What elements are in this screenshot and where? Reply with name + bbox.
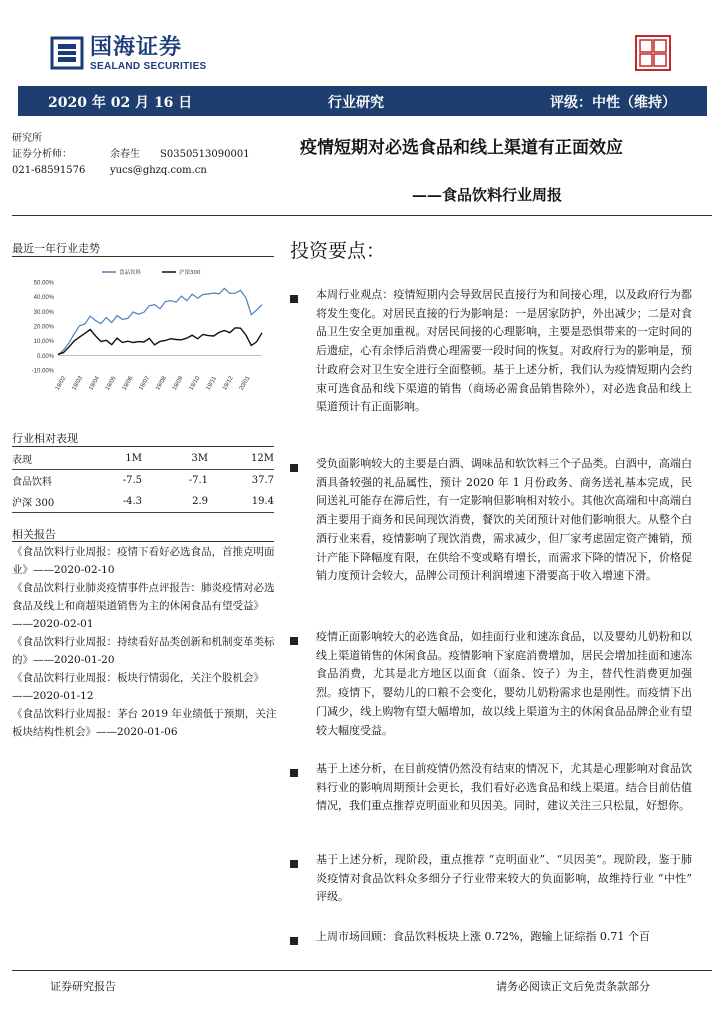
report-date: 2020 年 02 月 16 日 <box>48 95 193 111</box>
related-report-item[interactable]: 《食品饮料行业周报：板块行情弱化，关注个股机会》——2020-01-12 <box>12 672 264 702</box>
trend-heading: 最近一年行业走势 <box>12 242 100 255</box>
header-divider <box>12 215 712 216</box>
dept-label: 研究所 <box>12 133 42 144</box>
related-heading: 相关报告 <box>12 528 56 541</box>
x-tick-label: 19/12 <box>222 375 235 392</box>
x-tick-label: 19/10 <box>188 375 202 392</box>
perf-row-name: 沪深 300 <box>12 498 55 509</box>
analyst-email: yucs@ghzq.com.cn <box>110 165 207 176</box>
series-line-food <box>58 288 262 355</box>
x-tick-label: 19/06 <box>121 375 135 392</box>
perf-col-name: 表现 <box>12 455 32 466</box>
perf-row-name: 食品饮料 <box>12 477 52 488</box>
report-header-band <box>18 86 707 116</box>
perf-cell-1m: -7.5 <box>122 475 142 486</box>
bullet-icon <box>290 860 298 868</box>
related-report-item[interactable]: 《食品饮料行业周报：疫情下看好必选食品，首推克明面业》——2020-02-10 <box>12 546 275 576</box>
y-tick-label: 10.00% <box>33 339 54 346</box>
trend-divider <box>12 256 274 257</box>
perf-cell-3m: 2.9 <box>192 496 208 507</box>
series-line-hs300 <box>58 328 262 355</box>
company-name-en: SEALAND SECURITIES <box>90 61 207 72</box>
footer-left: 证券研究报告 <box>50 980 116 993</box>
y-tick-label: -10.00% <box>31 368 54 375</box>
role-label: 证券分析师： <box>12 149 72 160</box>
x-tick-label: 20/01 <box>238 375 252 392</box>
point-paragraph: 基于上述分析，现阶段，重点推荐 “克明面业”、“贝因美”。现阶段，鉴于肺炎疫情对食品饮料众多细分子行业带来较大的负面影响，故维持行业 “中性” 评级。 <box>316 853 692 904</box>
x-tick-label: 19/03 <box>71 375 85 392</box>
perf-divider-top <box>12 446 274 447</box>
x-tick-label: 19/08 <box>155 375 168 392</box>
x-tick-label: 19/04 <box>88 375 101 392</box>
perf-cell-3m: -7.1 <box>188 475 208 486</box>
perf-cell-12m: 19.4 <box>251 496 274 507</box>
perf-row-food <box>12 470 274 492</box>
point-paragraph: 基于上述分析，在目前疫情仍然没有结束的情况下，尤其是心理影响对食品饮料行业的影响周期预计会更长，我们看好必选食品和线上渠道。结合目前估值情况，我们重点推荐克明面业和贝因美。同时，建议关注三只松鼠，好想你。 <box>316 762 692 813</box>
footer-divider <box>12 970 712 971</box>
perf-col-12m: 12M <box>251 453 274 464</box>
report-type: 行业研究 <box>328 95 384 111</box>
perf-col-1m: 1M <box>125 453 142 464</box>
bullet-icon <box>290 295 298 303</box>
point-paragraph: 疫情正面影响较大的必选食品，如挂面行业和速冻食品，以及婴幼儿奶粉和以线上渠道销售的休闲食品。疫情影响下家庭消费增加，居民会增加挂面和速冻食品消费，尤其是北方地区以面食（面条、饺子）为主，替代性消费更加强烈。疫情下，婴幼儿的口粮不会变化，婴幼儿奶粉需求也是刚性。而疫情下出门减少，线上购物有望大幅增加，故以线上渠道为主的休闲食品品牌企业有望较大幅度受益。 <box>316 630 692 737</box>
perf-header-row <box>12 448 274 470</box>
point-paragraph: 本周行业观点：疫情短期内会导致居民直接行为和间接心理，以及政府行为都将发生变化。对居民直接的行为影响是：一是居家防护，外出减少；二是对食品卫生安全更加重视。对居民间接的心理影响，主要是恐惧带来的一定时间的后遗症，心有余悸后消费心理需要一段时间的恢复。对政府行为的影响是，预计政府会对卫生安全进行全面整顿。基于上述分析，我们认为疫情短期内会约束可选食品和线下渠道的销售（商场必需食品销售除外），对必选食品和线上渠道预计有正面影响。 <box>316 288 692 414</box>
perf-table <box>12 448 274 513</box>
related-report-item[interactable]: 《食品饮料行业周报：茅台 2019 年业绩低于预期，关注板块结构性机会》——2020-01-06 <box>12 708 277 738</box>
bullet-icon <box>290 937 298 945</box>
legend-label: 沪深300 <box>179 270 201 276</box>
perf-heading: 行业相对表现 <box>12 432 78 445</box>
related-divider <box>12 541 274 542</box>
report-rating: 评级：中性（维持） <box>550 95 676 111</box>
related-report-item[interactable]: 《食品饮料行业肺炎疫情事件点评报告：肺炎疫情对必选食品及线上和商超渠道销售为主的休闲食品有望受益》——2020-02-01 <box>12 582 275 630</box>
y-tick-label: 20.00% <box>33 324 54 331</box>
report-subtitle: ——食品饮料行业周报 <box>412 186 563 204</box>
legend-label: 食品饮料 <box>119 270 142 276</box>
y-tick-label: 30.00% <box>33 309 54 316</box>
perf-row-hs300 <box>12 491 274 513</box>
company-name-cn: 国海证券 <box>90 35 183 60</box>
bullet-icon <box>290 769 298 777</box>
y-tick-label: 40.00% <box>33 295 54 302</box>
analyst-name: 余春生 <box>110 149 140 160</box>
x-tick-label: 19/05 <box>104 375 118 392</box>
point-paragraph: 受负面影响较大的主要是白酒、调味品和软饮料三个子品类。白酒中，高端白酒具备较强的礼品属性，预计 2020 年 1 月份政务、商务送礼基本完成，民间送礼可能存在滞后性，有一定影响但影响相对较小。其他次高端和中高端白酒主要用于商务和民间现饮消费，餐饮的关闭预计对他们影响很大。从整个白酒行业来看，疫情影响了现饮消费，需求减少，但厂家考虑固定资产摊销，预计产能下降幅度有限，在供给不变或略有增长，而需求下降的情况下，价格促销力度预计会较大，品牌公司预计利润增速下滑要高于收入增速下滑。 <box>316 457 692 583</box>
sealand-logo-icon <box>50 36 84 70</box>
x-tick-label: 19/09 <box>171 375 185 392</box>
points-heading: 投资要点： <box>290 240 386 262</box>
bullet-icon <box>290 637 298 645</box>
trend-chart <box>12 264 274 392</box>
perf-col-3m: 3M <box>191 453 208 464</box>
point-paragraph: 上周市场回顾：食品饮料板块上涨 0.72%，跑输上证综指 0.71 个百 <box>316 930 650 943</box>
red-seal-icon <box>634 34 672 72</box>
x-tick-label: 19/07 <box>138 375 152 392</box>
analyst-phone: 021-68591576 <box>12 165 86 176</box>
y-tick-label: 0.00% <box>36 353 54 360</box>
analyst-cert: S0350513090001 <box>160 149 250 160</box>
bullet-icon <box>290 464 298 472</box>
footer-right: 请务必阅读正文后免责条款部分 <box>496 980 650 993</box>
x-tick-label: 19/02 <box>54 375 68 392</box>
y-tick-label: 50.00% <box>33 280 54 287</box>
report-title: 疫情短期对必选食品和线上渠道有正面效应 <box>300 138 623 158</box>
perf-cell-12m: 37.7 <box>251 475 274 486</box>
x-tick-label: 19/11 <box>205 375 218 392</box>
perf-cell-1m: -4.3 <box>122 496 142 507</box>
related-reports-list <box>12 543 280 741</box>
related-report-item[interactable]: 《食品饮料行业周报：持续看好品类创新和机制变革类标的》——2020-01-20 <box>12 636 275 666</box>
company-logo <box>50 35 207 76</box>
